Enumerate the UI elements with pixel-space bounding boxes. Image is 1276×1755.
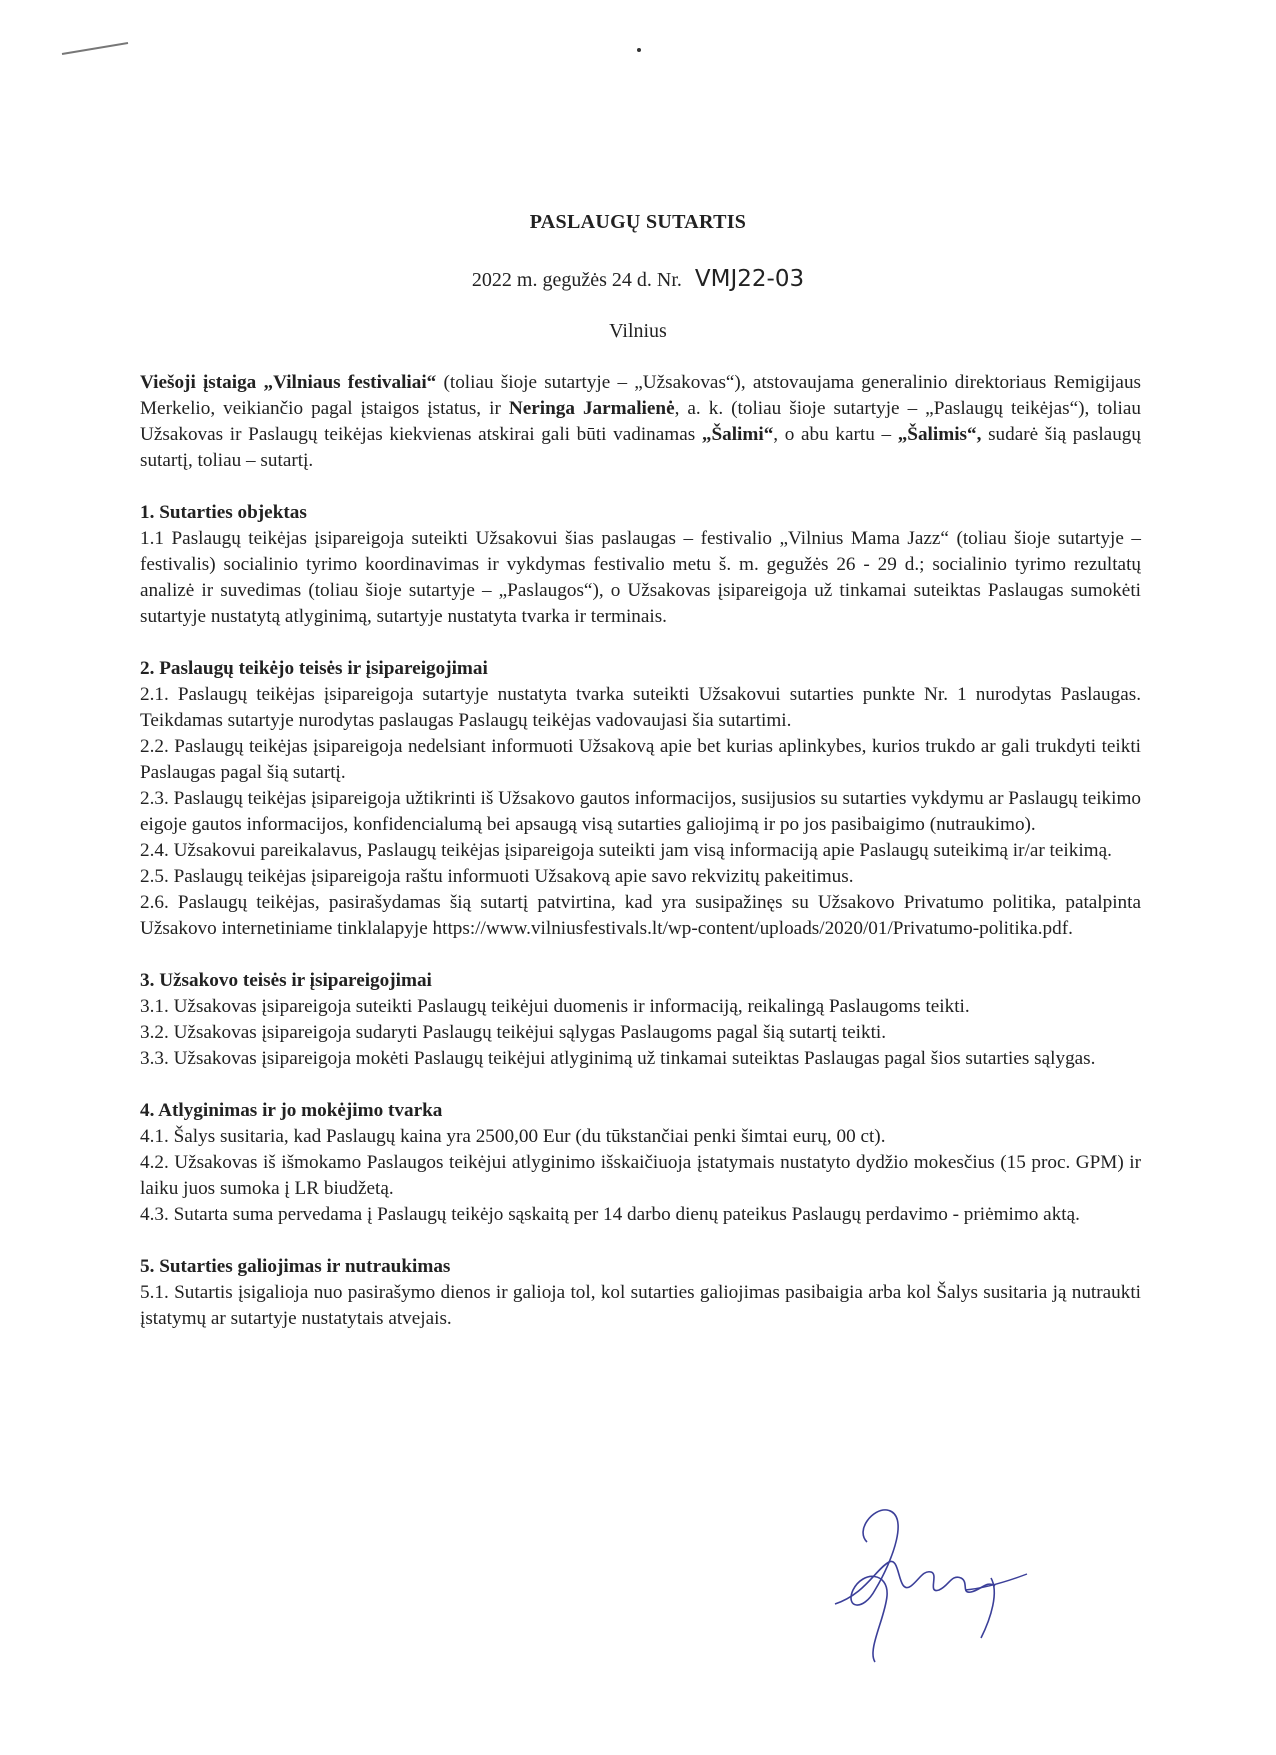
section-heading: 2. Paslaugų teikėjo teisės ir įsipareigojimai xyxy=(140,658,488,679)
clause: 5.1. Sutartis įsigalioja nuo pasirašymo dienos ir galioja tol, kol sutarties galiojimas pasibaigia arba kol Šalys susitaria ją nutraukti įstatymų ar sutartyje nustatytais atvejais. xyxy=(140,1282,1141,1329)
section-heading: 3. Užsakovo teisės ir įsipareigojimai xyxy=(140,970,432,991)
clause: 2.3. Paslaugų teikėjas įsipareigoja užtikrinti iš Užsakovo gautos informacijos, susijusios su sutarties vykdymu ar Paslaugų teikimo eigoje gautos informacijos, konfidencialumą bei apsaugą visą sutarties galiojimą ir po jos pasibaigimo (nutraukimo). xyxy=(140,788,1141,835)
clause: 2.4. Užsakovui pareikalavus, Paslaugų teikėjas įsipareigoja suteikti jam visą informaciją apie Paslaugų suteikimą ir/ar teikimą. xyxy=(140,840,1112,861)
clause: 4.3. Sutarta suma pervedama į Paslaugų teikėjo sąskaitą per 14 darbo dienų pateikus Paslaugų perdavimo - priėmimo aktą. xyxy=(140,1204,1080,1225)
section-3 xyxy=(140,968,1141,1072)
contract-number: VMJ22-03 xyxy=(694,266,805,292)
party2-name: Neringa Jarmalienė xyxy=(508,398,675,419)
section-heading: 4. Atlyginimas ir jo mokėjimo tvarka xyxy=(140,1100,443,1121)
clause: 2.2. Paslaugų teikėjas įsipareigoja nedelsiant informuoti Užsakovą apie bet kurias aplinkybes, kurios trukdo ar gali trukdyti teikti Paslaugas pagal šią sutartį. xyxy=(140,736,1141,783)
contract-date: 2022 m. gegužės 24 d. Nr. xyxy=(471,269,682,291)
contract-city: Vilnius xyxy=(609,320,667,342)
date-line xyxy=(0,266,1276,292)
section-4 xyxy=(140,1098,1141,1228)
scan-mark xyxy=(60,40,130,56)
clause: 2.5. Paslaugų teikėjas įsipareigoja raštu informuoti Užsakovą apie savo rekvizitų pakeitimus. xyxy=(140,866,854,887)
party1-name: Viešoji įstaiga „Vilniaus festivaliai“ xyxy=(140,372,437,393)
contract-body xyxy=(140,370,1141,1332)
clause: 3.1. Užsakovas įsipareigoja suteikti Paslaugų teikėjui duomenis ir informaciją, reikalingą Paslaugoms teikti. xyxy=(140,996,970,1017)
section-1 xyxy=(140,500,1141,630)
signature xyxy=(815,1500,1035,1665)
section-2 xyxy=(140,656,1141,942)
clause: 3.3. Užsakovas įsipareigoja mokėti Paslaugų teikėjui atlyginimą už tinkamai suteiktas Paslaugas pagal šios sutarties sąlygas. xyxy=(140,1048,1096,1069)
clause: 2.1. Paslaugų teikėjas įsipareigoja sutartyje nustatyta tvarka suteikti Užsakovui sutarties punkte Nr. 1 nurodytas Paslaugas. Teikdamas sutartyje nurodytas paslaugas Paslaugų teikėjas vadovaujasi šia sutartimi. xyxy=(140,684,1141,731)
intro-paragraph: Viešoji įstaiga „Vilniaus festivaliai“ (toliau šioje sutartyje – „Užsakovas“), atstovaujama generalinio direktoriaus Remigijaus Merkelio, veikiančio pagal įstaigos įstatus, ir Neringa Jarmalienė, a. k. (toliau šioje sutartyje – „Paslaugų teikėjas“), toliau Užsakovas ir Paslaugų teikėjas kiekvienas atskirai gali būti vadinamas „Šalimi“, o abu kartu – „Šalimis“, sudarė šią paslaugų sutartį, toliau – sutartį. xyxy=(140,372,1142,471)
section-heading: 1. Sutarties objektas xyxy=(140,502,307,523)
section-5 xyxy=(140,1254,1141,1332)
section-heading: 5. Sutarties galiojimas ir nutraukimas xyxy=(140,1256,451,1277)
clause: 4.1. Šalys susitaria, kad Paslaugų kaina yra 2500,00 Eur (du tūkstančiai penki šimtai eurų, 00 ct). xyxy=(140,1126,886,1147)
document-title: PASLAUGŲ SUTARTIS xyxy=(529,211,747,233)
clause: 4.2. Užsakovas iš išmokamo Paslaugos teikėjui atlyginimo išskaičiuoja įstatymais nustatyto dydžio mokesčius (15 proc. GPM) ir laiku juos sumoka į LR biudžetą. xyxy=(140,1152,1141,1199)
clause: 1.1 Paslaugų teikėjas įsipareigoja suteikti Užsakovui šias paslaugas – festivalio „Vilnius Mama Jazz“ (toliau šioje sutartyje – festivalis) socialinio tyrimo koordinavimas ir vykdymas festivalio metu š. m. gegužės 26 - 29 d.; socialinio tyrimo rezultatų analizė ir suvedimas (toliau šioje sutartyje – „Paslaugos“), o Užsakovas įsipareigoja už tinkamai suteiktas Paslaugas sumokėti sutartyje nustatytą atlyginimą, sutartyje nustatyta tvarka ir terminais. xyxy=(140,528,1141,627)
clause: 3.2. Užsakovas įsipareigoja sudaryti Paslaugų teikėjui sąlygas Paslaugoms pagal šią sutartį teikti. xyxy=(140,1022,887,1043)
clause: 2.6. Paslaugų teikėjas, pasirašydamas šią sutartį patvirtina, kad yra susipažinęs su Užsakovo Privatumo politika, patalpinta Užsakovo internetiniame tinklalapyje https://www.vilniusfestivals.lt/wp-content/uploads/2020/01/Privatumo-politika.pdf. xyxy=(140,892,1141,939)
scan-dot xyxy=(637,48,641,52)
